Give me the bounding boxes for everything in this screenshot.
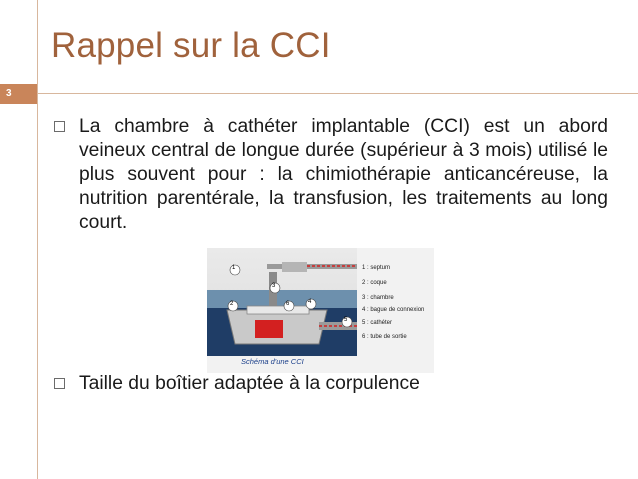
port-chamber [255,320,283,338]
legend-item: 3 : chambre [362,295,394,301]
legend-item: 6 : tube de sortie [362,334,407,340]
bullet-item [54,372,554,396]
slide-number: 3 [0,84,37,104]
marker-number: 2 [230,301,234,307]
slide-title: Rappel sur la CCI [51,26,331,65]
horizontal-rule [0,93,638,94]
marker-number: 1 [232,265,236,271]
marker-number: 3 [272,283,276,289]
needle-hub [282,262,307,272]
marker-number: 6 [286,301,290,307]
vertical-rule [37,0,38,479]
port-septum [247,306,309,314]
bullet-item [54,115,608,235]
bullet-text: Taille du boîtier adaptée à la corpulence [79,373,420,394]
legend-item: 4 : bague de connexion [362,307,425,313]
marker-number: 5 [344,317,348,323]
legend-item: 5 : cathéter [362,320,393,326]
legend-item: 1 : septum [362,265,391,271]
figure-caption: Schéma d'une CCI [241,357,304,366]
bullet-square-icon [54,121,65,132]
legend-item: 2 : coque [362,280,387,286]
bullet-square-icon [54,378,65,389]
cci-diagram [207,248,434,373]
bullet-text: La chambre à cathéter implantable (CCI) est un abord veineux central de longue durée (supérieur à 3 mois) utilisé le plus souvent pour : la chimiothérapie anticancéreuse, la nutrition parentérale, la transfusion, les traitements au long court. [79,116,608,233]
marker-number: 4 [308,299,312,305]
